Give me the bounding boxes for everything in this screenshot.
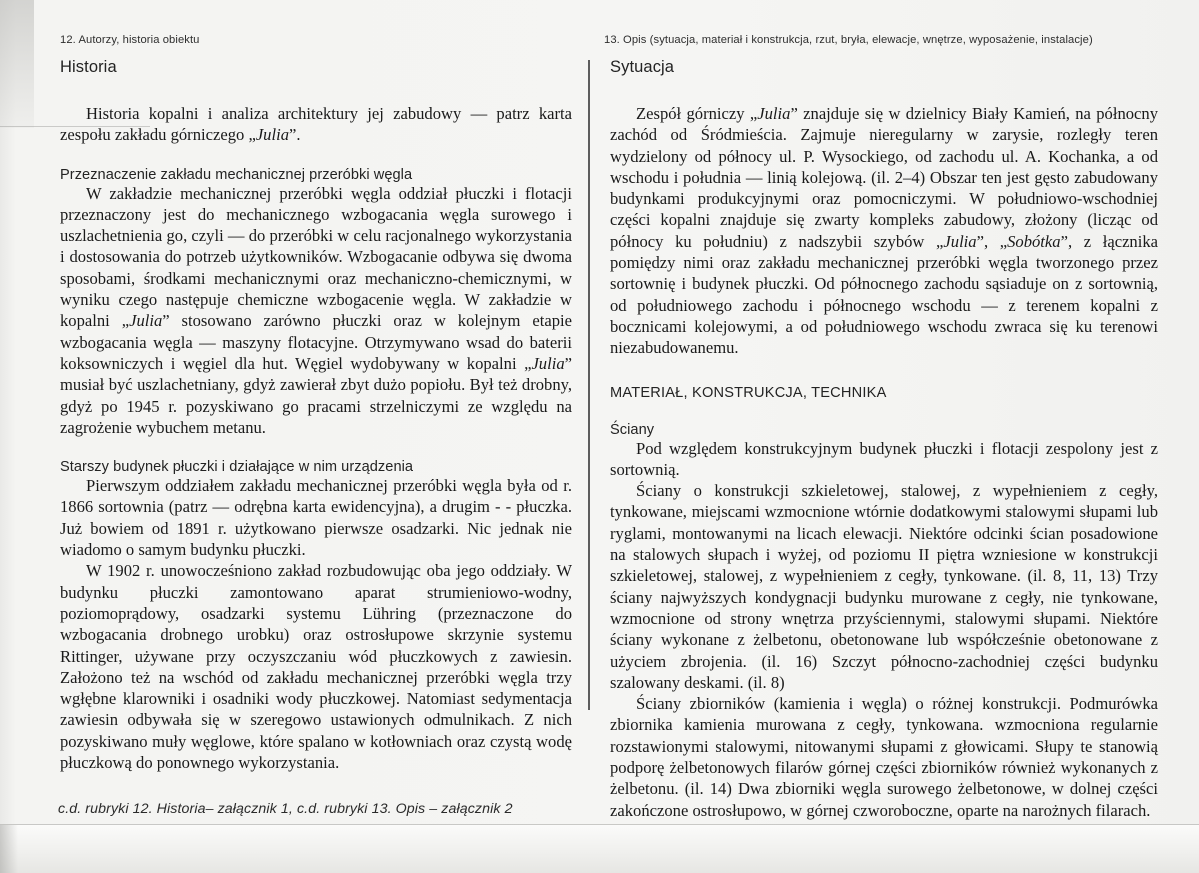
right-section-1-paragraph-3: Ściany zbiorników (kamienia i węgla) o różnej konstrukcji. Podmurówka zbiornika kamienia murowana z cegły, tynkowana. wzmocniona regularnie rozstawionymi stalowymi, nitowanymi słupami z głowicami. Słupy te stanowią podporę żelbetonowych filarów górnej części zbiorników również wykonanych z żelbetonu. (il. 14) Dwa zbiorniki węgla surowego żelbetonowe, w dolnej części zakończone ostrosłupowo, w górnej czworoboczne, oparte na narożnych filarach. (610, 694, 1158, 820)
left-column (60, 58, 572, 773)
left-section-2-paragraph-2: W 1902 r. unowocześniono zakład rozbudowując oba jego oddziały. W budynku płuczki zamontowano aparat strumieniowo-wodny, poziomoprądowy, osadzarki systemu Lühring (przeznaczone do wzbogacania drobnego urobku) oraz ostrosłupowe skrzynie systemu Rittinger, używane przy oczyszczaniu wód płuczkowych z zawiesin. Założono też na wschód od zakładu mechanicznej przeróbki węgla trzy wgłębne klarowniki i osadniki wody płuczkowej. Natomiast sedymentacja zawiesin odbywała się w szeregowo ustawionych odmulnikach. Z nich pozyskiwano muły węglowe, które spalano w kotłowniach oraz czystą wodę płuczkową do ponownego wykorzystania. (60, 561, 572, 773)
running-head-right: 13. Opis (sytuacja, materiał i konstrukcja, rzut, bryła, elewacje, wnętrze, wyposażenie, instalacje) (604, 34, 1093, 46)
left-section-2-heading: Starszy budynek płuczki i działające w nim urządzenia (60, 459, 414, 476)
right-column-heading: Sytuacja (610, 58, 675, 76)
left-column-heading: Historia (60, 58, 117, 76)
column-divider (588, 60, 590, 710)
right-materials-heading: MATERIAŁ, KONSTRUKCJA, TECHNIKA (610, 384, 887, 401)
left-intro-paragraph: Historia kopalni i analiza architektury jej zabudowy — patrz karta zespołu zakładu górniczego „Julia”. (60, 104, 572, 145)
left-section-2-paragraph-1: Pierwszym oddziałem zakładu mechanicznej przeróbki węgla była od r. 1866 sortownia (patrz — odrębna karta ewidencyjna), a drugim - - płuczka. Już bowiem od 1891 r. użytkowano pierwsze osadzarki. Nic jednak nie wiadomo o samym budynku płuczki. (60, 476, 572, 560)
right-section-1-paragraph-2: Ściany o konstrukcji szkieletowej, stalowej, z wypełnieniem z cegły, tynkowane, miejscami wzmocnione wtórnie dodatkowymi stalowymi słupami lub ryglami, montowanymi na licach elewacji. Niektóre odcinki ścian posadowione na stalowych słupach i wyżej, od poziomu II piętra wzniesione w konstrukcji szkieletowej, stalowej, z wypełnieniem z cegły, tynkowane. (il. 8, 11, 13) Trzy ściany najwyższych kondygnacji budynku murowane z cegły, nie tynkowane, wzmocnione od strony wnętrza przyściennymi, stalowymi słupami. Niektóre ściany wykonane z żelbetonu, obetonowane lub współcześnie obetonowane z użyciem zbrojenia. (il. 16) Szczyt północno-zachodniej części budynku szalowany deskami. (il. 8) (610, 481, 1158, 692)
right-intro-paragraph: Zespół górniczy „Julia” znajduje się w dzielnicy Biały Kamień, na północny zachód od Śródmieścia. Zajmuje nieregularny w zarysie, rozległy teren wydzielony od północy ul. P. Wysockiego, od zachodu ul. A. Kochanka, a od wschodu i południa — linią kolejową. (il. 2–4) Obszar ten jest gęsto zabudowany budynkami produkcyjnymi oraz pomocniczymi. W południowo-wschodniej części kopalni znajduje się zwarty kompleks zabudowy, złożony (licząc od północy ku południu) z nadszybii szybów „Julia”, „Sobótka”, z łącznika pomiędzy nimi oraz zakładu mechanicznej przeróbki węgla tworzonego przez sortownię i budynek płuczki. Od północnego zachodu sąsiaduje on z sortownią, od południowego zachodu i północnego wschodu — z terenem kopalni z bocznicami kolejowymi, a od południowego wschodu zwraca się ku terenowi niezabudowanemu. (610, 104, 1158, 358)
footer-note: c.d. rubryki 12. Historia– załącznik 1, c.d. rubryki 13. Opis – załącznik 2 (58, 801, 513, 817)
right-section-1-paragraph-1: Pod względem konstrukcyjnym budynek płuczki i flotacji zespolony jest z sortownią. (610, 438, 1158, 479)
right-section-1-heading: Ściany (610, 421, 655, 438)
running-head-left: 12. Autorzy, historia obiektu (60, 34, 200, 46)
right-column (610, 58, 1158, 821)
left-section-1-heading: Przeznaczenie zakładu mechanicznej przeróbki węgla (60, 166, 413, 183)
left-section-1-paragraph-1: W zakładzie mechanicznej przeróbki węgla oddział płuczki i flotacji przeznaczony jest do mechanicznego wzbogacania węgla surowego i uszlachetnienia go, czyli — do przeróbki w celu racjonalnego wykorzystania i dostosowania do potrzeb użytkowników. Wzbogacanie odbywa się dwoma sposobami, środkami mechanicznymi oraz mechaniczno-chemicznymi, w wyniku czego następuje chemiczne wzbogacenie węgla. W zakładzie w kopalni „Julia” stosowano zarówno płuczki oraz w kolejnym etapie wzbogacania węgla — maszyny flotacyjne. Otrzymywano wsad do baterii koksowniczych i węgiel dla hut. Węgiel wydobywany w kopalni „Julia” musiał być uszlachetniany, gdyż zawierał zbyt dużo popiołu. Był też drobny, gdyż po 1945 r. pozyskiwano go pracami strzelniczymi ze względu na zagrożenie wybuchem metanu. (60, 183, 572, 437)
